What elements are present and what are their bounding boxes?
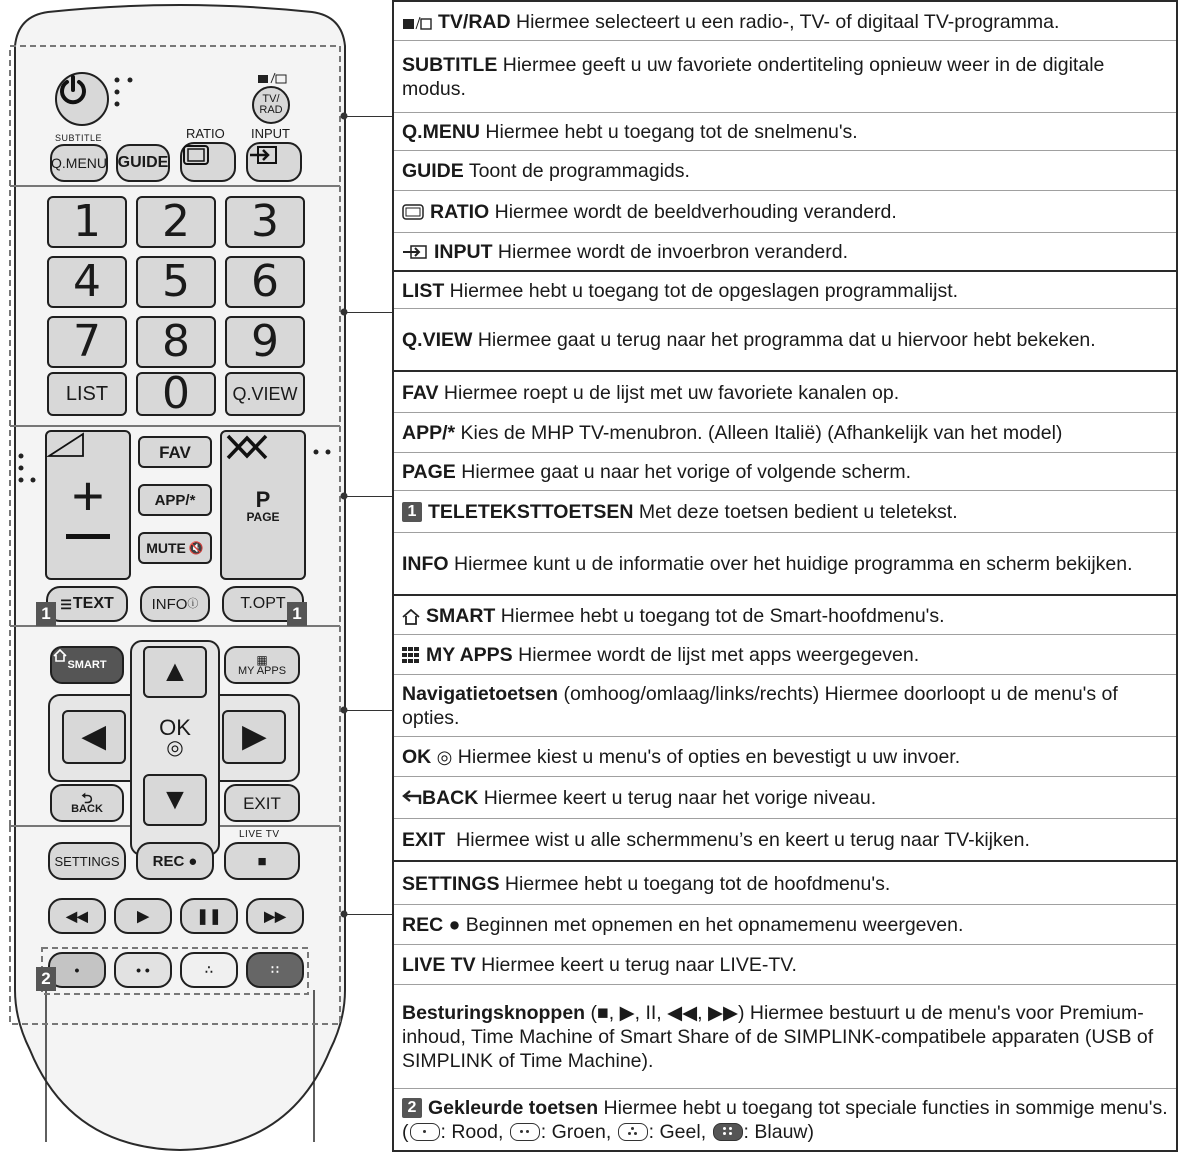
- mute-label: MUTE: [146, 540, 186, 556]
- back-arrow-icon: ⮌: [81, 789, 93, 806]
- myapps-button[interactable]: [224, 646, 300, 684]
- play-button[interactable]: [114, 898, 172, 934]
- tv-rad-button[interactable]: TV/ RAD: [252, 86, 290, 124]
- input-icon: [248, 144, 278, 166]
- play-icon: ▶: [137, 907, 149, 925]
- row-settings: SETTINGS Hiermee hebt u toegang tot de hoofdmenu's.: [402, 873, 891, 895]
- two-dots-icon: • •: [136, 962, 150, 978]
- mute-icon: 🔇: [188, 541, 204, 555]
- livetv-label: LIVE TV: [239, 829, 280, 840]
- teletext-icon: ☰: [60, 596, 72, 612]
- arrow-up-icon: ▲: [160, 655, 190, 688]
- digit-1-button[interactable]: 1: [47, 196, 127, 248]
- green-key-icon: [510, 1123, 540, 1141]
- four-dots-icon: ∷: [271, 963, 279, 977]
- row-back: BACK Hiermee keert u terug naar het vorige niveau.: [394, 776, 1176, 818]
- pause-icon: ❚❚: [196, 907, 222, 925]
- yellow-key-icon: [618, 1123, 648, 1141]
- back-button[interactable]: [50, 784, 124, 822]
- digit-2-button[interactable]: 2: [136, 196, 216, 248]
- home-icon: [402, 609, 420, 625]
- volume-icon: [47, 432, 87, 458]
- digit-6-button[interactable]: 6: [225, 256, 305, 308]
- green-button[interactable]: [114, 952, 172, 988]
- settings-button[interactable]: SETTINGS: [48, 842, 126, 880]
- qview-button[interactable]: Q.VIEW: [225, 372, 305, 416]
- leader-line: [346, 116, 392, 117]
- subtitle-label: SUBTITLE: [55, 133, 103, 143]
- one-dot-icon: •: [74, 962, 80, 978]
- back-label: BACK: [71, 802, 103, 815]
- group-playback: [392, 860, 1178, 1152]
- row-exit: EXIT Hiermee wist u alle schermmenu’s en keert u terug naar TV-kijken.: [394, 818, 1176, 860]
- row-livetv: LIVE TV Hiermee keert u terug naar LIVE-TV.: [394, 944, 1176, 984]
- group-top-buttons: [392, 0, 1178, 272]
- power-button[interactable]: [55, 72, 109, 126]
- row-smart: SMART Hiermee hebt u toegang tot de Smart-hoofdmenu's.: [394, 598, 1176, 634]
- row-app: APP/* Kies de MHP TV-menubron. (Alleen Italië) (Afhankelijk van het model): [394, 412, 1176, 452]
- volume-up-icon: +: [71, 463, 105, 527]
- page-p-label: P: [255, 487, 271, 512]
- leader-line: [346, 914, 392, 915]
- blue-button[interactable]: [246, 952, 304, 988]
- nav-up-button[interactable]: [143, 646, 207, 698]
- myapps-label: MY APPS: [237, 664, 287, 677]
- rewind-button[interactable]: [48, 898, 106, 934]
- ok-label: OK: [159, 715, 191, 740]
- yellow-button[interactable]: [180, 952, 238, 988]
- teletext-tag: 1: [402, 502, 422, 522]
- row-guide: GUIDE Toont de programmagids.: [394, 150, 1176, 190]
- ok-target-icon: ◎: [166, 737, 184, 759]
- group-volume: [392, 370, 1178, 596]
- digit-0-button[interactable]: 0: [136, 372, 216, 416]
- qmenu-button[interactable]: Q.MENU: [50, 144, 108, 182]
- leader-line: [346, 710, 392, 711]
- row-qmenu: Q.MENU Hiermee hebt u toegang tot de snelmenu's.: [394, 112, 1176, 150]
- page-label: PAGE: [246, 510, 280, 524]
- apps-grid-icon: ▦: [256, 652, 268, 667]
- list-button[interactable]: LIST: [47, 372, 127, 416]
- stop-icon: ■: [257, 852, 267, 870]
- ok-target-icon: ◎: [436, 746, 453, 767]
- text-button[interactable]: [46, 586, 128, 622]
- info-icon: ⓘ: [187, 597, 199, 610]
- rec-label: REC: [152, 852, 185, 870]
- row-page: PAGE Hiermee gaat u naar het vorige of volgende scherm.: [394, 452, 1176, 490]
- ratio-label: RATIO: [186, 126, 225, 141]
- row-navigation: Navigatietoetsen (omhoog/omlaag/links/rechts) Hiermee doorloopt u de menu's of opties.: [394, 674, 1176, 736]
- row-list: LIST Hiermee hebt u toegang tot de opgeslagen programmalijst.: [402, 280, 959, 302]
- page-rocker[interactable]: [220, 430, 306, 580]
- row-controls: Besturingsknoppen (■, ▶, ΙΙ, ◀◀, ▶▶) Hiermee bestuurt u de menu's voor Premium-inhoud, Time Machine of Smart Share of de SIMPLINK-compatibele apparaten (USB of SIMPLINK of Time Machine).: [394, 984, 1176, 1088]
- livetv-button[interactable]: [224, 842, 300, 880]
- row-ratio: RATIO Hiermee wordt de beeldverhouding veranderd.: [394, 190, 1176, 232]
- fav-button[interactable]: FAV: [138, 436, 212, 468]
- digit-7-button[interactable]: 7: [47, 316, 127, 368]
- ratio-icon: [182, 144, 210, 166]
- red-key-icon: [410, 1123, 440, 1141]
- row-fav: FAV Hiermee roept u de lijst met uw favoriete kanalen op.: [402, 382, 900, 404]
- ratio-button[interactable]: [180, 142, 236, 182]
- digit-8-button[interactable]: 8: [136, 316, 216, 368]
- power-icon: [57, 74, 89, 106]
- text-label: TEXT: [72, 595, 114, 612]
- row-tvrad: TV/RAD Hiermee selecteert u een radio-, TV- of digitaal TV-programma.: [394, 4, 1176, 40]
- blue-key-icon: [713, 1123, 743, 1141]
- digit-5-button[interactable]: 5: [136, 256, 216, 308]
- row-ok: OK ◎ Hiermee kiest u menu's of opties en bevestigt u uw invoer.: [394, 736, 1176, 776]
- input-icon: [402, 244, 428, 260]
- color-tag: 2: [36, 967, 56, 991]
- three-dots-icon: ∴: [205, 963, 213, 977]
- pause-button[interactable]: [180, 898, 238, 934]
- ok-button[interactable]: [143, 708, 207, 766]
- exit-button[interactable]: EXIT: [224, 784, 300, 822]
- input-label: INPUT: [251, 126, 290, 141]
- mute-button[interactable]: [138, 532, 212, 564]
- app-button[interactable]: APP/*: [138, 484, 212, 516]
- digit-3-button[interactable]: 3: [225, 196, 305, 248]
- nav-right-button[interactable]: [222, 710, 286, 764]
- group-navigation: [392, 594, 1178, 862]
- group-list: [392, 270, 1178, 372]
- arrow-down-icon: ▼: [160, 783, 190, 816]
- guide-button[interactable]: GUIDE: [116, 144, 170, 182]
- info-button[interactable]: [140, 586, 210, 622]
- home-icon: [52, 648, 68, 662]
- ratio-icon: [402, 204, 424, 220]
- nav-down-button[interactable]: [143, 774, 207, 826]
- smart-label: SMART: [67, 658, 107, 671]
- row-color-keys: 2 Gekleurde toetsen Hiermee hebt u toegang tot speciale functies in sommige menu's. ( : Rood, : Groen, : Geel, : Blauw): [394, 1088, 1176, 1150]
- info-label: INFO: [151, 595, 188, 613]
- arrow-right-icon: ▶: [242, 720, 266, 753]
- input-button[interactable]: [246, 142, 302, 182]
- red-button[interactable]: [48, 952, 106, 988]
- leader-line: [346, 312, 392, 313]
- remote-control: [0, 0, 360, 1160]
- tv-rad-icon: [257, 72, 285, 84]
- record-dot-icon: ●: [188, 852, 198, 870]
- arrow-left-icon: ◀: [82, 720, 106, 753]
- digit-9-button[interactable]: 9: [225, 316, 305, 368]
- volume-rocker[interactable]: [45, 430, 131, 580]
- row-myapps: MY APPS Hiermee wordt de lijst met apps weergegeven.: [394, 634, 1176, 674]
- teletext-tag-right: 1: [287, 602, 307, 626]
- row-rec: REC ● Beginnen met opnemen en het opnamemenu weergeven.: [394, 904, 1176, 944]
- digit-4-button[interactable]: 4: [47, 256, 127, 308]
- topt-button[interactable]: T.OPT: [222, 586, 304, 622]
- row-input: INPUT Hiermee wordt de invoerbron veranderd.: [394, 232, 1176, 270]
- tv-rad-icon: [402, 16, 432, 30]
- row-teletext: 1 TELETEKSTTOETSEN Met deze toetsen bedient u teletekst.: [394, 490, 1176, 532]
- rec-button[interactable]: [136, 842, 214, 880]
- row-info: INFO Hiermee kunt u de informatie over het huidige programma en scherm bekijken.: [394, 532, 1176, 594]
- teletext-tag-left: 1: [36, 602, 56, 626]
- rewind-icon: ◀◀: [66, 908, 88, 924]
- fast-forward-button[interactable]: [246, 898, 304, 934]
- leader-line: [346, 496, 392, 497]
- color-tag: 2: [402, 1098, 422, 1118]
- fast-forward-icon: ▶▶: [264, 908, 286, 924]
- apps-grid-icon: [402, 647, 420, 663]
- back-arrow-icon: [402, 790, 422, 806]
- smart-button[interactable]: [50, 646, 124, 684]
- volume-down-icon: [66, 534, 110, 539]
- row-qview: Q.VIEW Hiermee gaat u terug naar het programma dat u hiervoor hebt bekeken.: [394, 308, 1176, 370]
- page-down-icon: [222, 432, 272, 462]
- row-subtitle: SUBTITLE Hiermee geeft u uw favoriete ondertiteling opnieuw weer in de digitale modus.: [394, 40, 1176, 112]
- nav-left-button[interactable]: [62, 710, 126, 764]
